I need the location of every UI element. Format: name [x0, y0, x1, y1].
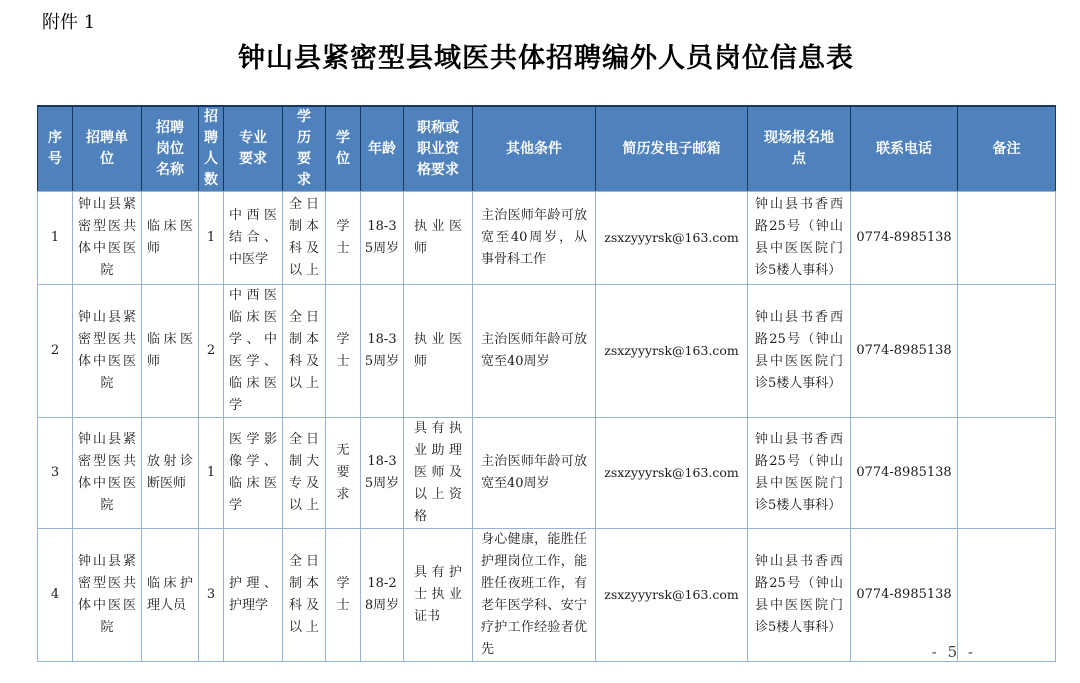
- cell-unit: 钟山县紧密型医共体中医医院: [73, 192, 142, 285]
- header-qualification: 职称或职业资格要求: [404, 106, 473, 192]
- header-unit: 招聘单位: [73, 106, 142, 192]
- cell-email: zsxzyyyrsk@163.com: [596, 192, 748, 285]
- cell-email: zsxzyyyrsk@163.com: [596, 285, 748, 418]
- cell-other-conditions: 主治医师年龄可放宽至40周岁，从事骨科工作: [473, 192, 596, 285]
- cell-seq: 4: [38, 529, 73, 662]
- table-row: [38, 285, 1056, 418]
- cell-unit: 钟山县紧密型医共体中医医院: [73, 418, 142, 529]
- cell-major: 医学影像学、临床医学: [224, 418, 283, 529]
- cell-count: 1: [199, 418, 224, 529]
- header-count: 招聘人数: [199, 106, 224, 192]
- cell-location: 钟山县书香西路25号（钟山县中医医院门诊5楼人事科）: [748, 285, 851, 418]
- cell-location: 钟山县书香西路25号（钟山县中医医院门诊5楼人事科）: [748, 529, 851, 662]
- cell-qualification: 执业医师: [404, 285, 473, 418]
- cell-remark: [958, 285, 1056, 418]
- cell-phone: 0774-8985138: [851, 285, 958, 418]
- cell-email: zsxzyyyrsk@163.com: [596, 418, 748, 529]
- header-major: 专业要求: [224, 106, 283, 192]
- cell-count: 3: [199, 529, 224, 662]
- cell-position: 临床医师: [142, 285, 199, 418]
- header-email: 简历发电子邮箱: [596, 106, 748, 192]
- cell-other-conditions: 主治医师年龄可放宽至40周岁: [473, 285, 596, 418]
- cell-unit: 钟山县紧密型医共体中医医院: [73, 529, 142, 662]
- job-info-table: [37, 105, 1056, 662]
- cell-education: 全日制本科及以上: [283, 192, 326, 285]
- cell-other-conditions: 身心健康，能胜任护理岗位工作，能胜任夜班工作，有老年医学科、安宁疗护工作经验者优先: [473, 529, 596, 662]
- cell-seq: 1: [38, 192, 73, 285]
- header-other-conditions: 其他条件: [473, 106, 596, 192]
- cell-phone: 0774-8985138: [851, 529, 958, 662]
- table-row: [38, 418, 1056, 529]
- header-position: 招聘岗位名称: [142, 106, 199, 192]
- cell-qualification: 具有护士执业证书: [404, 529, 473, 662]
- cell-phone: 0774-8985138: [851, 192, 958, 285]
- cell-position: 放射诊断医师: [142, 418, 199, 529]
- header-seq: 序号: [38, 106, 73, 192]
- cell-email: zsxzyyyrsk@163.com: [596, 529, 748, 662]
- table-row: [38, 192, 1056, 285]
- cell-qualification: 执业医师: [404, 192, 473, 285]
- cell-major: 中西医结合、中医学: [224, 192, 283, 285]
- cell-position: 临床护理人员: [142, 529, 199, 662]
- cell-remark: [958, 192, 1056, 285]
- cell-remark: [958, 418, 1056, 529]
- table-row: [38, 529, 1056, 662]
- cell-location: 钟山县书香西路25号（钟山县中医医院门诊5楼人事科）: [748, 418, 851, 529]
- cell-qualification: 具有执业助理医师及以上资格: [404, 418, 473, 529]
- cell-education: 全日制本科及以上: [283, 285, 326, 418]
- cell-degree: 学士: [326, 192, 361, 285]
- cell-unit: 钟山县紧密型医共体中医医院: [73, 285, 142, 418]
- header-remark: 备注: [958, 106, 1056, 192]
- cell-other-conditions: 主治医师年龄可放宽至40周岁: [473, 418, 596, 529]
- cell-age: 18-28周岁: [361, 529, 404, 662]
- cell-age: 18-35周岁: [361, 192, 404, 285]
- cell-count: 2: [199, 285, 224, 418]
- cell-seq: 3: [38, 418, 73, 529]
- page-title: 钟山县紧密型县域医共体招聘编外人员岗位信息表: [238, 43, 854, 74]
- page-number: - 5 -: [931, 643, 976, 661]
- cell-phone: 0774-8985138: [851, 418, 958, 529]
- cell-seq: 2: [38, 285, 73, 418]
- cell-count: 1: [199, 192, 224, 285]
- header-education: 学历要求: [283, 106, 326, 192]
- cell-degree: 学士: [326, 285, 361, 418]
- header-location: 现场报名地点: [748, 106, 851, 192]
- header-age: 年龄: [361, 106, 404, 192]
- cell-age: 18-35周岁: [361, 418, 404, 529]
- cell-major: 护理、护理学: [224, 529, 283, 662]
- header-degree: 学位: [326, 106, 361, 192]
- header-phone: 联系电话: [851, 106, 958, 192]
- cell-age: 18-35周岁: [361, 285, 404, 418]
- cell-education: 全日制本科及以上: [283, 529, 326, 662]
- cell-degree: 学士: [326, 529, 361, 662]
- cell-major: 中西医临床医学、中医学、临床医学: [224, 285, 283, 418]
- cell-degree: 无要求: [326, 418, 361, 529]
- table-header-row: [38, 106, 1056, 192]
- cell-position: 临床医师: [142, 192, 199, 285]
- cell-remark: [958, 529, 1056, 662]
- cell-location: 钟山县书香西路25号（钟山县中医医院门诊5楼人事科）: [748, 192, 851, 285]
- cell-education: 全日制大专及以上: [283, 418, 326, 529]
- attachment-label: 附件 1: [42, 12, 96, 33]
